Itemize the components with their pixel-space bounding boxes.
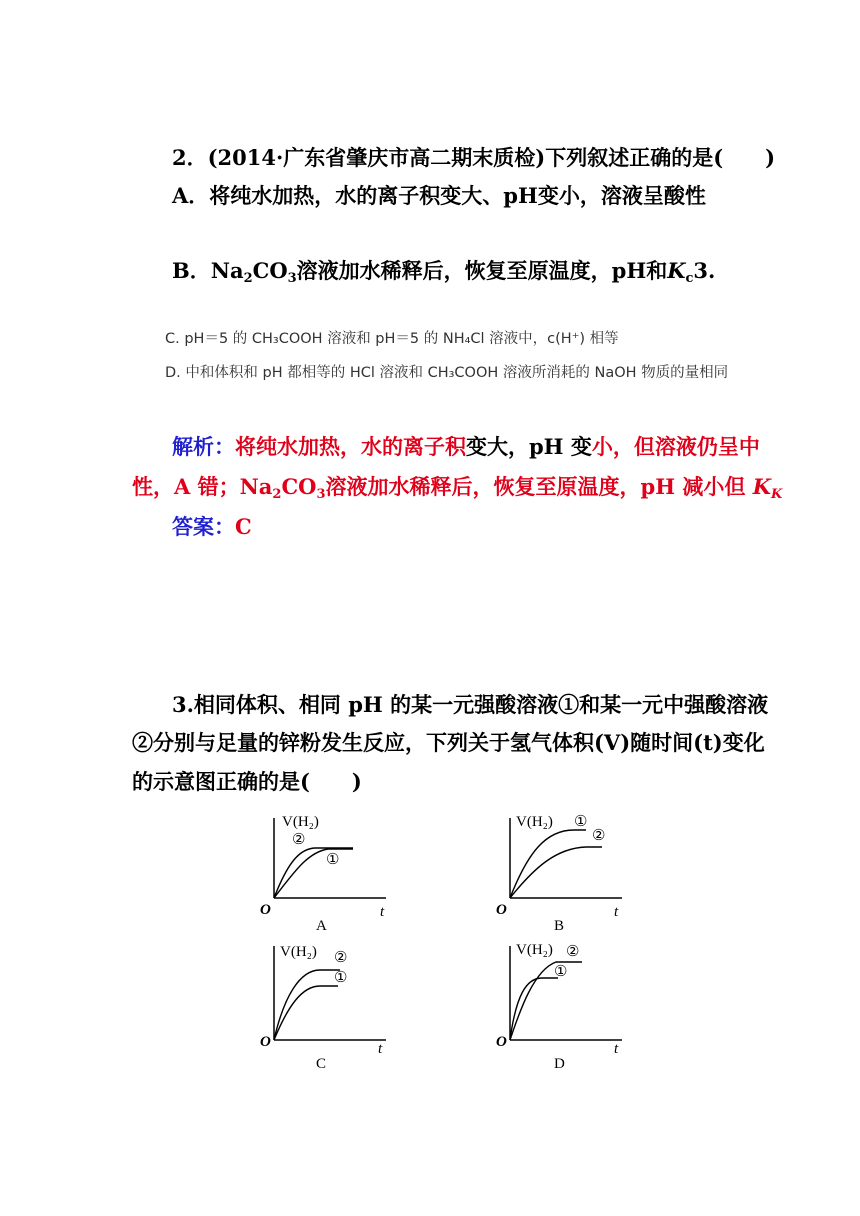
graph-name: D: [554, 1056, 565, 1072]
y-axis-label: V(H₂): [282, 814, 319, 830]
q3-line-1: 3.相同体积、相同 pH 的某一元强酸溶液①和某一元中强酸溶液: [172, 692, 769, 717]
y-axis-label: V(H₂): [516, 814, 553, 830]
subscript: 3: [287, 271, 297, 286]
y-axis-label: V(H₂): [280, 944, 317, 960]
origin-label: O: [496, 1034, 507, 1050]
origin-label: O: [260, 902, 271, 918]
graph-a: [258, 812, 398, 936]
q2-option-b: [172, 255, 715, 286]
analysis-line-2: [132, 471, 782, 502]
k-symbol: K: [667, 258, 686, 283]
curve-2-label: ②: [566, 944, 580, 960]
q3-line-3: 的示意图正确的是( ): [132, 769, 362, 794]
origin-label: O: [496, 902, 507, 918]
curve-1-label: ①: [326, 852, 340, 868]
analysis-line-1: [172, 431, 760, 461]
text: 溶液加水稀释后，恢复至原温度，pH和: [296, 258, 668, 283]
curve-2-label: ②: [292, 832, 306, 848]
q3-line-2: ②分别与足量的锌粉发生反应，下列关于氢气体积(V)随时间(t)变化: [132, 730, 765, 755]
q2-option-c: C. pH＝5 的 CH₃COOH 溶液和 pH＝5 的 NH₄Cl 溶液中，c(H⁺) 相等: [165, 331, 619, 347]
text: 变大，pH 变: [466, 434, 592, 459]
curve-2-label: ②: [592, 828, 606, 844]
curve-1-label: ①: [554, 964, 568, 980]
graph-name: B: [554, 918, 565, 934]
curve-2-label: ②: [334, 950, 348, 966]
analysis-label: 解析：: [172, 434, 235, 459]
text: 小，但溶液仍呈中: [591, 434, 760, 459]
subscript: 3: [316, 487, 326, 502]
x-axis-label: t: [614, 904, 619, 920]
graph-d: [494, 940, 634, 1074]
subscript: c: [685, 271, 694, 286]
subscript: K: [770, 487, 783, 502]
text: 3.: [693, 258, 716, 283]
answer-value: C: [235, 514, 252, 539]
graph-b: [494, 812, 634, 936]
origin-label: O: [260, 1034, 271, 1050]
q2-stem: 2．(2014·广东省肇庆市高二期末质检)下列叙述正确的是( ): [172, 145, 776, 170]
answer-label: 答案：: [172, 514, 235, 539]
k-symbol: K: [752, 474, 771, 499]
x-axis-label: t: [614, 1041, 619, 1057]
text: 性，A 错；Na: [132, 474, 273, 499]
y-axis-label: V(H₂): [516, 942, 553, 958]
q2-option-a: A．将纯水加热，水的离子积变大、pH变小，溶液呈酸性: [172, 183, 706, 208]
graph-name: A: [316, 918, 327, 934]
answer-line: [172, 511, 252, 541]
text: 将纯水加热，水的离子积: [235, 434, 466, 459]
text: CO: [281, 474, 317, 499]
graph-name: C: [316, 1056, 327, 1072]
curve-1-label: ①: [334, 970, 348, 986]
subscript: 2: [272, 487, 282, 502]
subscript: 2: [243, 271, 253, 286]
x-axis-label: t: [378, 1041, 383, 1057]
curve-1-label: ①: [574, 814, 588, 830]
text: 溶液加水稀释后，恢复至原温度，pH 减小但: [325, 474, 753, 499]
q2-option-d: D. 中和体积和 pH 都相等的 HCl 溶液和 CH₃COOH 溶液所消耗的 NaOH 物质的量相同: [165, 365, 729, 381]
graph-c: [258, 940, 398, 1074]
text: CO: [252, 258, 288, 283]
x-axis-label: t: [380, 904, 385, 920]
text: B．Na: [172, 258, 244, 283]
